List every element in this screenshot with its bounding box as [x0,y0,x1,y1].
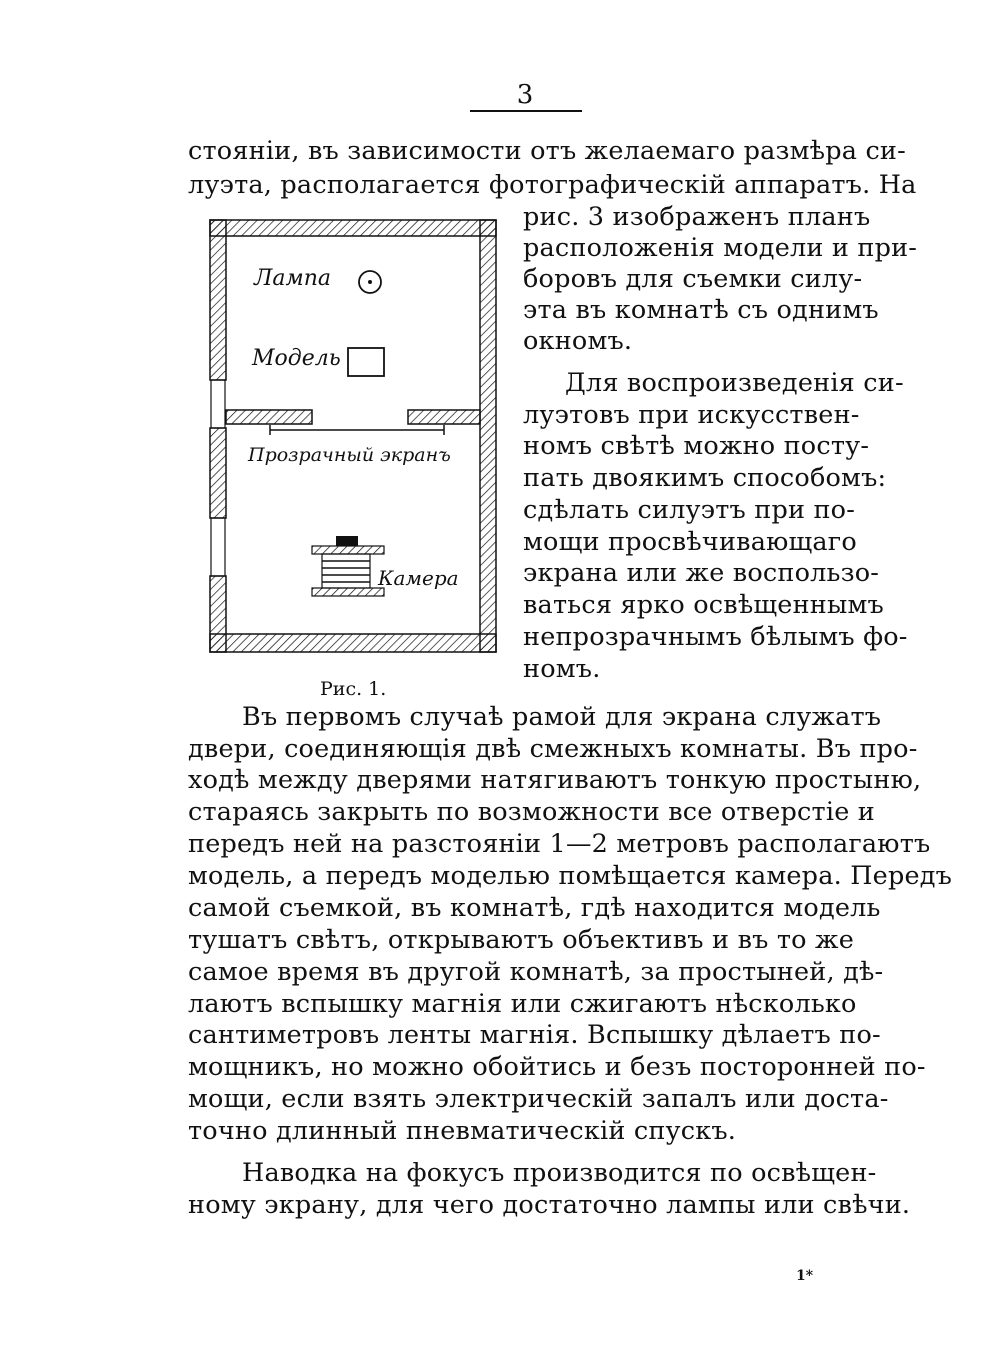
wall-left-middle [210,428,226,518]
text-line: мощи, если взять электрическій запалъ или доста- [188,1084,889,1114]
partition-left [226,410,312,424]
text-line: самое время въ другой комнатѣ, за простыней, дѣ- [188,957,884,987]
text-line: самой съемкой, въ комнатѣ, гдѣ находится модель [188,893,881,923]
room-plan-drawing [208,218,500,656]
text-line: мощи просвѣчивающаго [523,527,857,557]
text-line: сдѣлать силуэтъ при по- [523,495,856,525]
wall-left-lower [210,576,226,652]
text-line: непрозрачнымъ бѣлымъ фо- [523,622,908,652]
text-line: модель, а передъ моделью помѣщается камера. Передъ [188,861,953,891]
label-screen: Прозрачный экранъ [248,444,451,466]
wall-right [480,220,496,652]
text-line: стояніи, въ зависимости отъ желаемаго размѣра си- [188,136,906,166]
signature-mark: 1* [796,1268,814,1284]
text-line: тушатъ свѣтъ, открываютъ объективъ и въ то же [188,925,854,955]
page-number-rule [470,110,582,112]
wall-bottom [210,634,496,652]
figure-caption: Рис. 1. [320,678,387,700]
text-line: Для воспроизведенія си- [565,368,904,398]
camera-symbol [312,536,384,596]
wall-left-upper [210,220,226,380]
window-2 [211,518,225,576]
text-line: номъ. [523,654,601,684]
text-line: боровъ для съемки силу- [523,264,863,294]
text-line: ваться ярко освѣщеннымъ [523,590,884,620]
text-line: окномъ. [523,326,633,356]
model-symbol [348,348,384,376]
label-model: Модель [252,346,341,371]
window-1 [211,380,225,428]
text-line: пать двоякимъ способомъ: [523,463,887,493]
text-line: рис. 3 изображенъ планъ [523,202,871,232]
text-line: ходѣ между дверями натягиваютъ тонкую простыню, [188,765,922,795]
text-line: лаютъ вспышку магнія или сжигаютъ нѣсколько [188,989,857,1019]
text-line: сантиметровъ ленты магнія. Вспышку дѣлаетъ по- [188,1020,881,1050]
label-camera: Камера [378,566,459,590]
text-line: Въ первомъ случаѣ рамой для экрана служатъ [242,702,882,732]
text-line: номъ свѣтѣ можно посту- [523,431,870,461]
text-line: ному экрану, для чего достаточно лампы или свѣчи. [188,1190,911,1220]
text-line: экрана или же воспользо- [523,558,880,588]
text-line: расположенія модели и при- [523,233,918,263]
text-line: луэта, располагается фотографическій аппаратъ. На [188,170,917,200]
page-number: 3 [516,80,534,110]
text-line: мощникъ, но можно обойтись и безъ посторонней по- [188,1052,926,1082]
text-line: стараясь закрыть по возможности все отверстіе и [188,797,875,827]
text-line: эта въ комнатѣ съ однимъ [523,295,879,325]
wall-top [210,220,496,236]
text-line: Наводка на фокусъ производится по освѣщен- [242,1158,877,1188]
partition-right [408,410,480,424]
room-plan-figure [208,218,500,656]
text-line: луэтовъ при искусствен- [523,400,860,430]
label-lamp: Лампа [254,266,331,291]
text-line: точно длинный пневматическій спускъ. [188,1116,737,1146]
text-line: передъ ней на разстояніи 1—2 метровъ располагаютъ [188,829,931,859]
text-line: двери, соединяющія двѣ смежныхъ комнаты. Въ про- [188,734,918,764]
